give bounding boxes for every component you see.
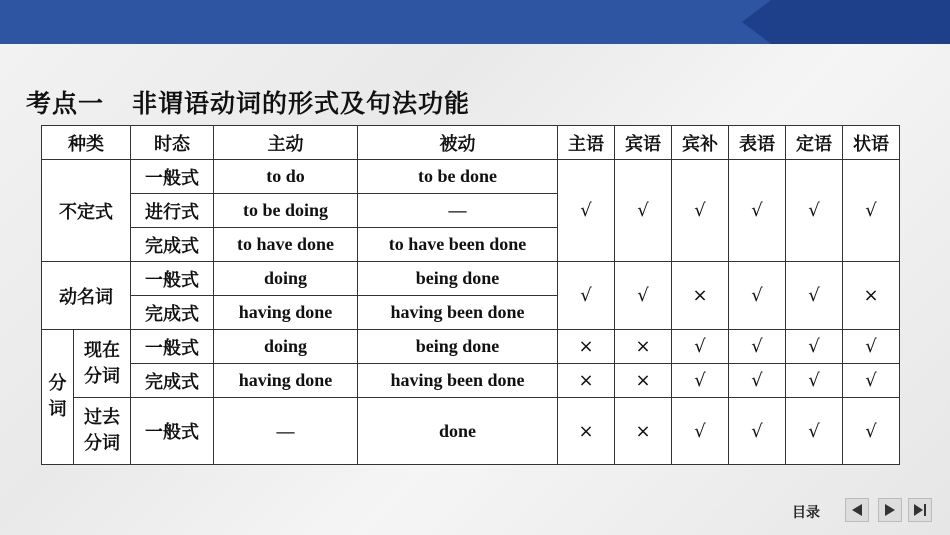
header-category: 种类 — [42, 126, 131, 160]
triangle-right-icon — [883, 503, 897, 517]
past-label-line1: 过去 — [84, 407, 120, 428]
header-active: 主动 — [214, 126, 358, 160]
header-adverbial: 状语 — [843, 126, 900, 160]
nonfinite-verb-table — [41, 125, 900, 465]
past-label-line2: 分词 — [84, 433, 120, 454]
function-cell: √ — [843, 364, 900, 398]
active-cell: having done — [214, 364, 358, 398]
tense-cell: 一般式 — [131, 262, 214, 296]
category-participle — [42, 330, 74, 465]
tense-cell: 一般式 — [131, 330, 214, 364]
category-gerund: 动名词 — [42, 262, 131, 330]
function-cell: √ — [615, 262, 672, 330]
top-banner-accent — [742, 0, 950, 44]
function-cell: √ — [672, 398, 729, 465]
table-row — [42, 364, 900, 398]
active-cell: to be doing — [214, 194, 358, 228]
active-cell: doing — [214, 262, 358, 296]
function-cell: × — [558, 364, 615, 398]
next-slide-button[interactable] — [878, 498, 902, 522]
passive-cell: having been done — [358, 364, 558, 398]
function-cell: √ — [786, 160, 843, 262]
passive-cell: to be done — [358, 160, 558, 194]
active-cell: having done — [214, 296, 358, 330]
function-cell: √ — [843, 398, 900, 465]
skip-end-icon — [913, 503, 927, 517]
function-cell: √ — [843, 160, 900, 262]
function-cell: √ — [786, 330, 843, 364]
function-cell: × — [615, 398, 672, 465]
header-predicative: 表语 — [729, 126, 786, 160]
function-cell: √ — [729, 398, 786, 465]
passive-cell: having been done — [358, 296, 558, 330]
function-cell: √ — [672, 330, 729, 364]
function-cell: × — [843, 262, 900, 330]
active-cell: doing — [214, 330, 358, 364]
present-label-line1: 现在 — [84, 339, 120, 361]
header-attributive: 定语 — [786, 126, 843, 160]
table-row — [42, 262, 900, 296]
header-passive: 被动 — [358, 126, 558, 160]
header-row — [42, 126, 900, 160]
table-row — [42, 160, 900, 194]
tense-cell: 完成式 — [131, 228, 214, 262]
table-row — [42, 398, 900, 465]
function-cell: × — [615, 364, 672, 398]
page-title — [26, 84, 470, 120]
function-cell: × — [558, 330, 615, 364]
prev-slide-button[interactable] — [845, 498, 869, 522]
header-subject: 主语 — [558, 126, 615, 160]
active-cell: to have done — [214, 228, 358, 262]
function-cell: √ — [786, 398, 843, 465]
function-cell: √ — [729, 262, 786, 330]
function-cell: √ — [786, 262, 843, 330]
function-cell: × — [615, 330, 672, 364]
triangle-left-icon — [850, 503, 864, 517]
active-cell: — — [214, 398, 358, 465]
header-object: 宾语 — [615, 126, 672, 160]
last-slide-button[interactable] — [908, 498, 932, 522]
function-cell: √ — [729, 160, 786, 262]
function-cell: √ — [843, 330, 900, 364]
tense-cell: 一般式 — [131, 398, 214, 465]
tense-cell: 完成式 — [131, 364, 214, 398]
passive-cell: to have been done — [358, 228, 558, 262]
function-cell: √ — [558, 262, 615, 330]
tense-cell: 完成式 — [131, 296, 214, 330]
function-cell: × — [558, 398, 615, 465]
title-text: 非谓语动词的形式及句法功能 — [132, 89, 471, 118]
category-infinitive: 不定式 — [42, 160, 131, 262]
function-cell: √ — [729, 364, 786, 398]
function-cell: √ — [729, 330, 786, 364]
present-label-line2: 分词 — [84, 365, 120, 387]
tense-cell: 一般式 — [131, 160, 214, 194]
passive-cell: being done — [358, 262, 558, 296]
function-cell: √ — [786, 364, 843, 398]
participle-label-line1: 分 — [48, 373, 67, 394]
passive-cell: — — [358, 194, 558, 228]
header-tense: 时态 — [131, 126, 214, 160]
function-cell: √ — [615, 160, 672, 262]
subcategory-past-participle — [74, 398, 131, 465]
function-cell: √ — [558, 160, 615, 262]
table-row — [42, 330, 900, 364]
active-cell: to do — [214, 160, 358, 194]
tense-cell: 进行式 — [131, 194, 214, 228]
passive-cell: being done — [358, 330, 558, 364]
header-object-complement: 宾补 — [672, 126, 729, 160]
function-cell: √ — [672, 160, 729, 262]
title-prefix: 考点一 — [26, 89, 105, 118]
passive-cell: done — [358, 398, 558, 465]
function-cell: √ — [672, 364, 729, 398]
function-cell: × — [672, 262, 729, 330]
contents-link[interactable]: 目录 — [792, 505, 820, 521]
participle-label-line2: 词 — [48, 399, 67, 420]
subcategory-present-participle — [74, 330, 131, 398]
